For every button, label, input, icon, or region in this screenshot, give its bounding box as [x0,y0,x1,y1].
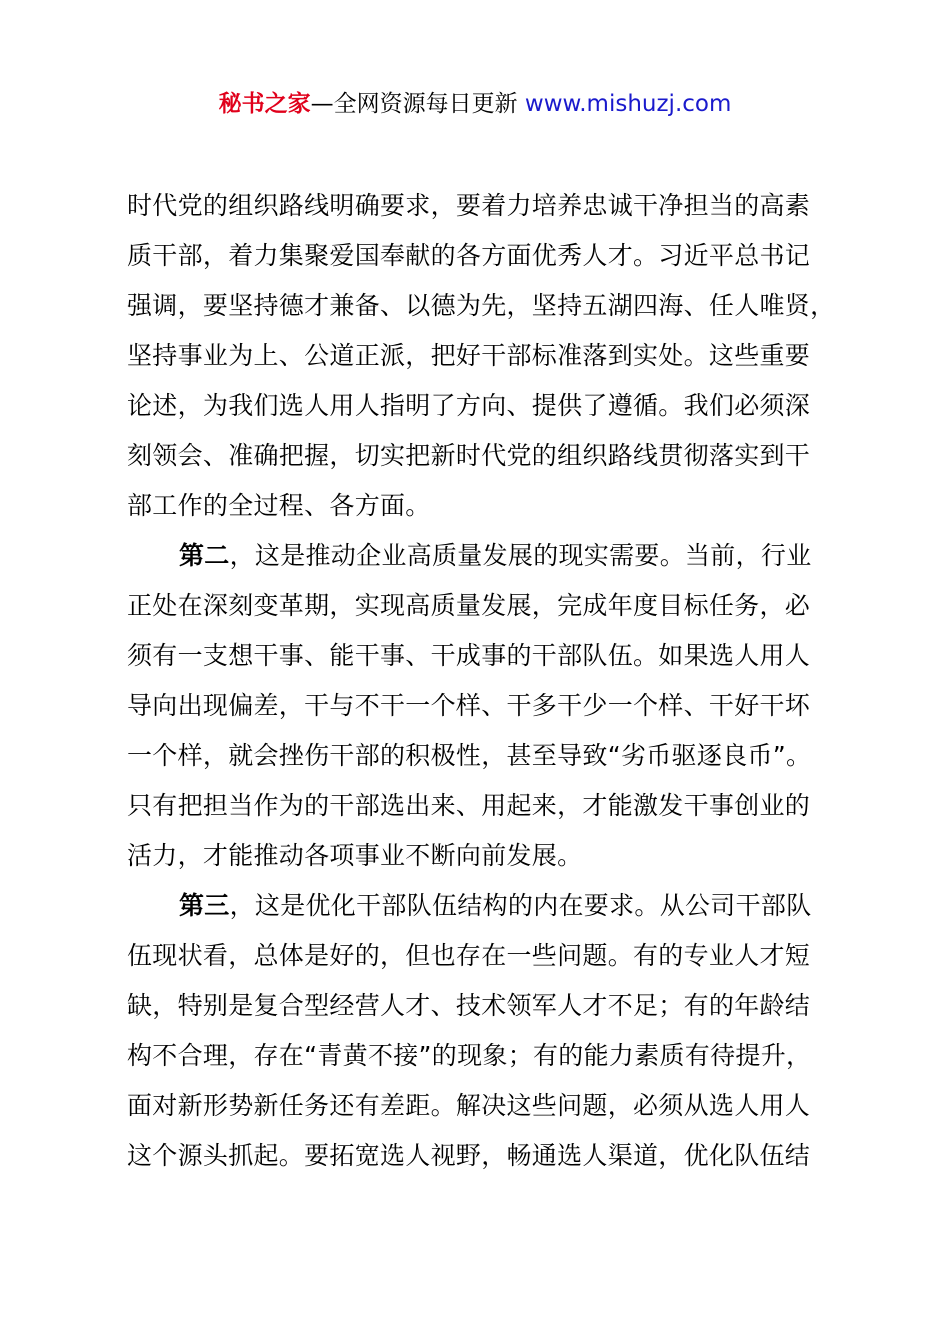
site-brand: 秘书之家 [218,91,311,117]
paragraph-lead: 第二 [179,541,230,570]
paragraph-3 [127,881,857,1181]
page-header [0,88,950,120]
text-line: 部工作的全过程、各方面。 [127,491,431,520]
text-line: 正处在深刻变革期，实现高质量发展，完成年度目标任务，必 [127,591,811,620]
text-line: 质干部，着力集聚爱国奉献的各方面优秀人才。习近平总书记 [127,241,811,270]
text-line: 论述，为我们选人用人指明了方向、提供了遵循。我们必须深 [127,391,811,420]
paragraph-lead: 第三 [179,891,230,920]
text-line: 坚持事业为上、公道正派，把好干部标准落到实处。这些重要 [127,341,811,370]
text-line: 缺，特别是复合型经营人才、技术领军人才不足；有的年龄结 [127,991,811,1020]
text-line: 伍现状看，总体是好的，但也存在一些问题。有的专业人才短 [127,941,811,970]
document-body [127,181,857,1181]
text-line: 这个源头抓起。要拓宽选人视野，畅通选人渠道，优化队伍结 [127,1141,811,1170]
paragraph-2 [127,531,857,881]
paragraph-first-rest: ，这是优化干部队伍结构的内在要求。从公司干部队 [229,891,812,920]
text-line: 活力，才能推动各项事业不断向前发展。 [127,841,583,870]
text-line-first [127,881,857,931]
text-line-first [127,531,857,581]
text-line: 只有把担当作为的干部选出来、用起来，才能激发干事创业的 [127,791,811,820]
text-line: 导向出现偏差，干与不干一个样、干多干少一个样、干好干坏 [127,691,811,720]
text-line: 面对新形势新任务还有差距。解决这些问题，必须从选人用人 [127,1091,811,1120]
text-line: 一个样，就会挫伤干部的积极性，甚至导致“劣币驱逐良币”。 [127,741,812,770]
text-line: 强调，要坚持德才兼备、以德为先，坚持五湖四海、任人唯贤， [127,291,836,320]
text-line: 构不合理，存在“青黄不接”的现象；有的能力素质有待提升， [127,1041,812,1070]
site-url[interactable]: www.mishuzj.com [524,91,732,117]
paragraph-1 [127,181,857,531]
text-line: 时代党的组织路线明确要求，要着力培养忠诚干净担当的高素 [127,191,811,220]
site-tagline: —全网资源每日更新 [310,91,525,117]
paragraph-first-rest: ，这是推动企业高质量发展的现实需要。当前，行业 [229,541,812,570]
text-line: 须有一支想干事、能干事、干成事的干部队伍。如果选人用人 [127,641,811,670]
text-line: 刻领会、准确把握，切实把新时代党的组织路线贯彻落实到干 [127,441,811,470]
